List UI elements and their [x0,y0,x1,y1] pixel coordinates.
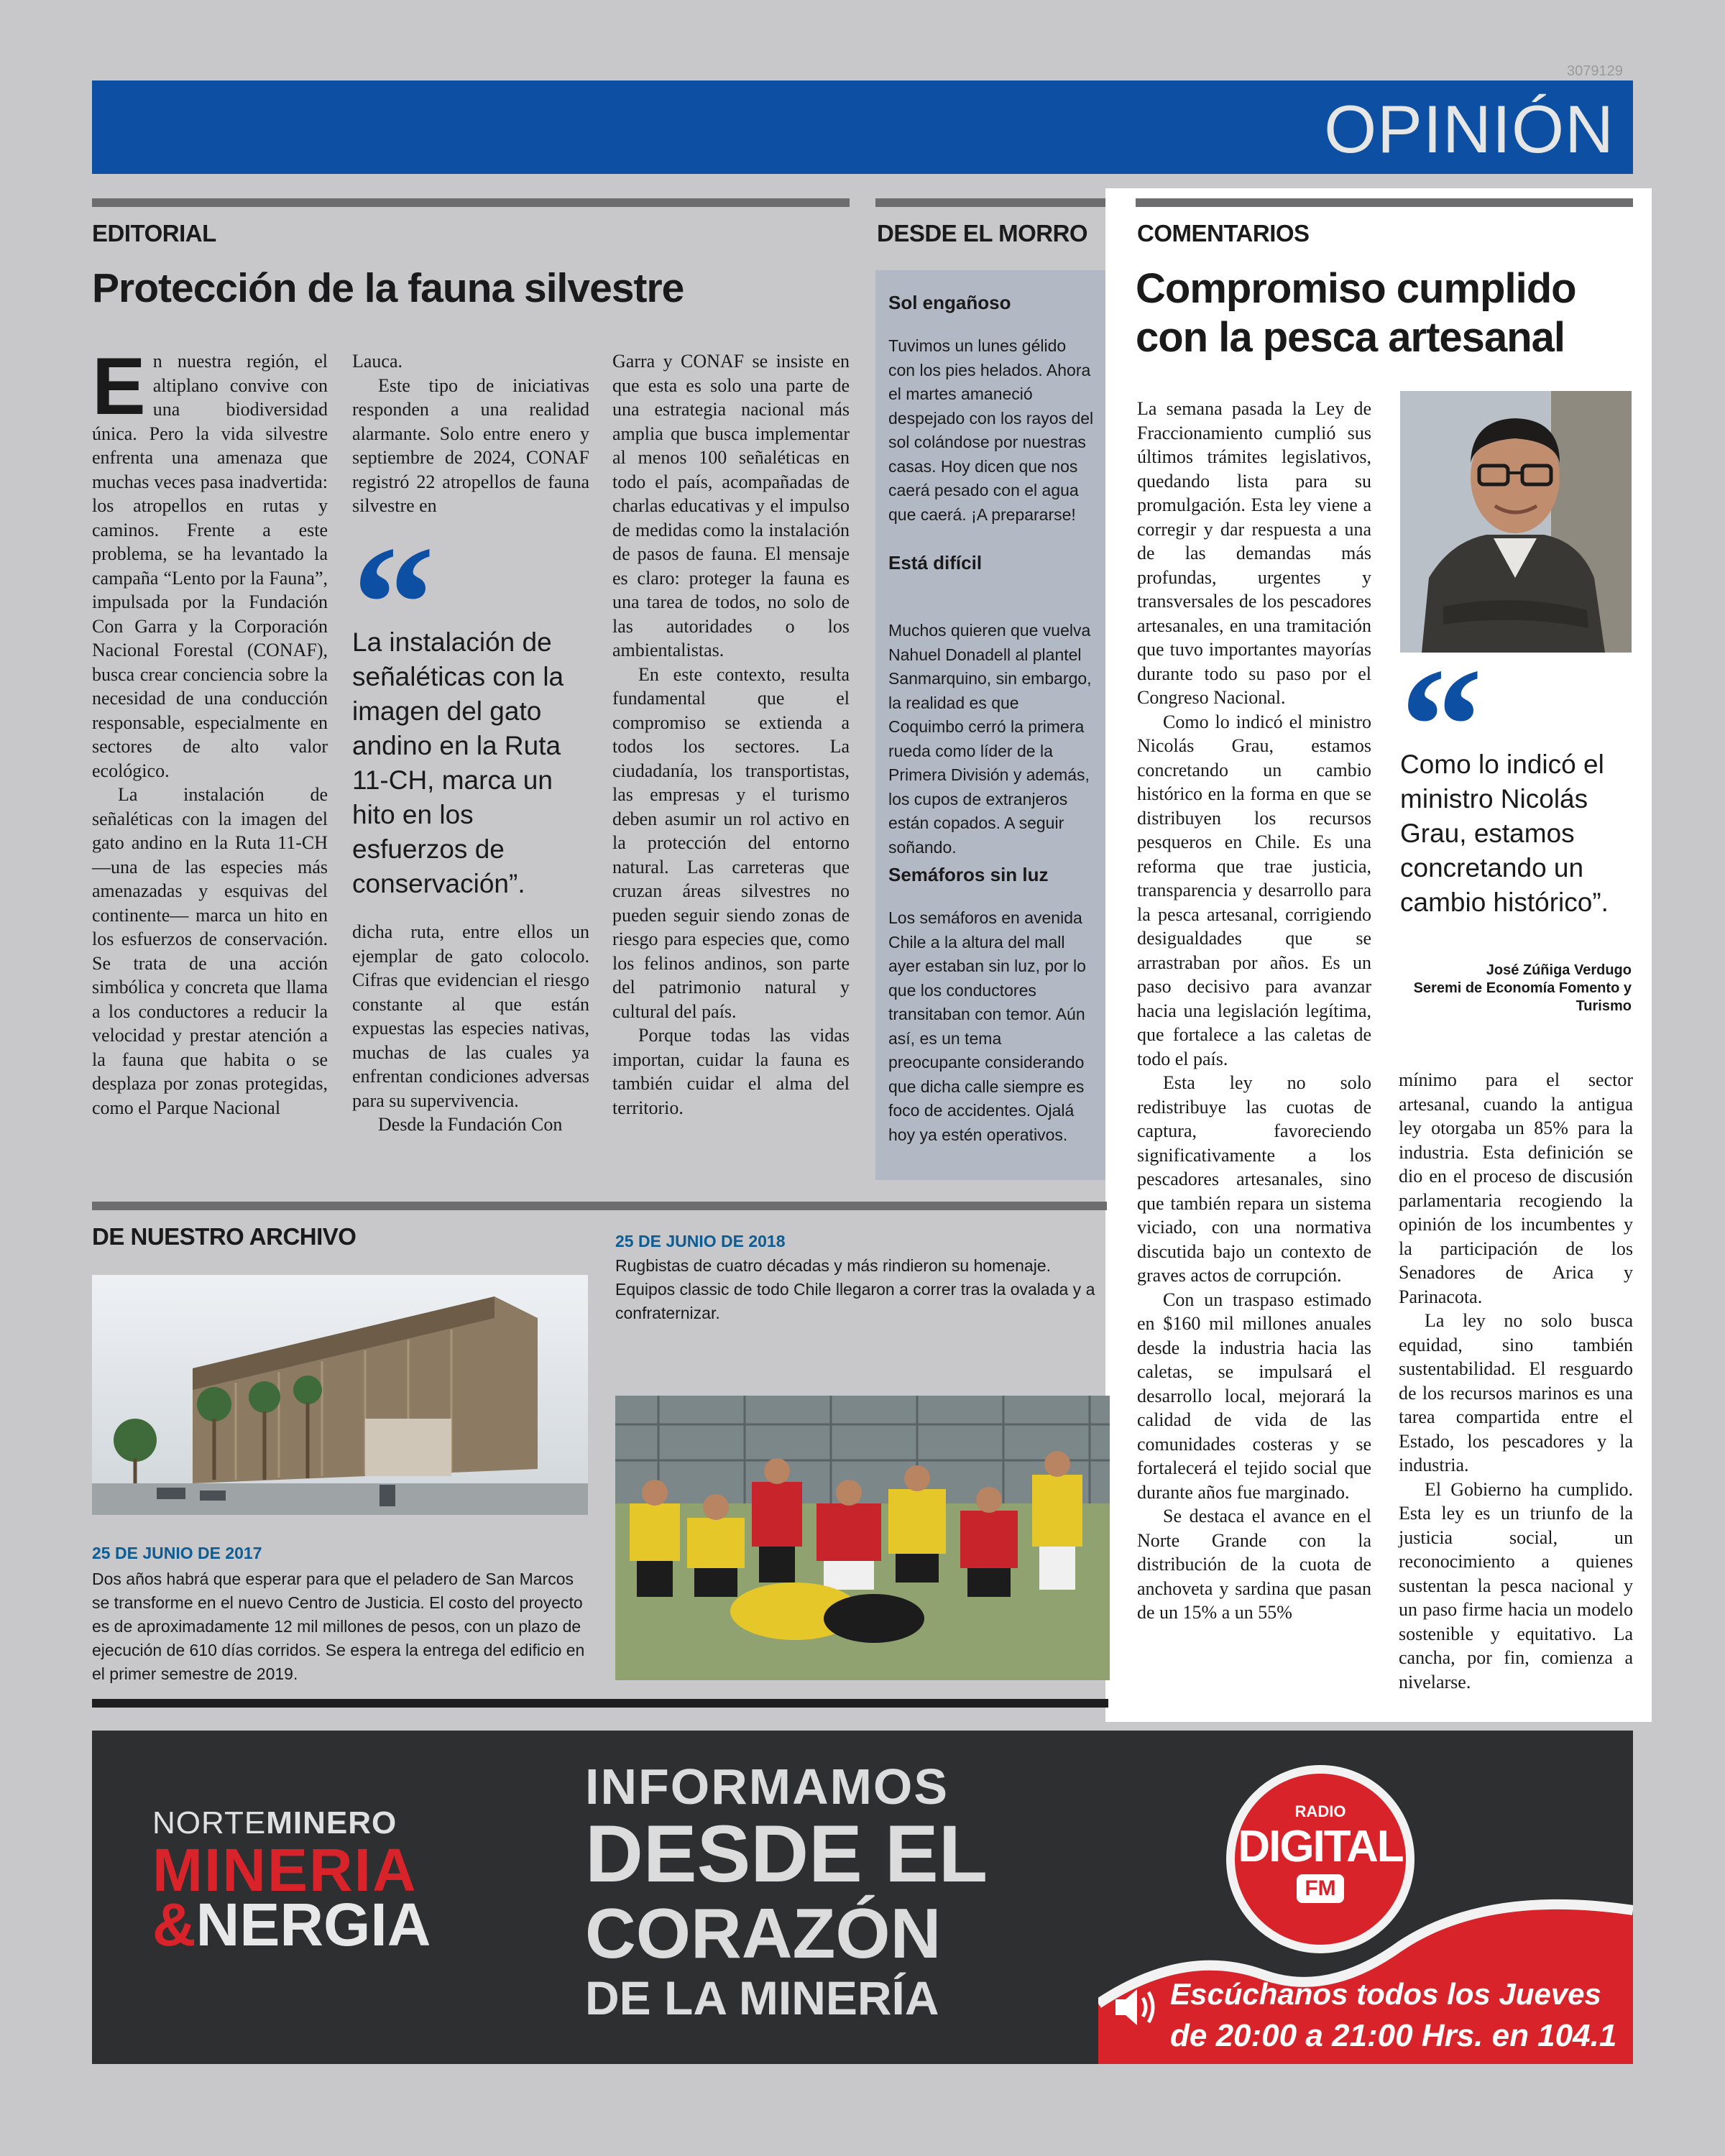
advertisement [92,1731,1633,2064]
morro-item2-title: Está difícil [888,552,983,573]
editorial-col2-bottom [352,920,589,1137]
archivo-photo-building [92,1275,588,1515]
ad-brand-mineria: MINERIA [152,1836,418,1904]
archivo-item2-date: 25 DE JUNIO DE 2018 [615,1232,786,1250]
archivo-item2-text: Rugbistas de cuatro décadas y más rindieron su homenaje. Equipos classic de todo Chile llegaron a correr tras la ovalada y a confraternizar. [615,1256,1095,1322]
ad-listen-2: de 20:00 a 21:00 Hrs. en 104.1 [1170,2018,1617,2053]
archivo-item1-text: Dos años habrá que esperar para que el peladero de San Marcos se transforme en el nuevo Centro de Justicia. El costo del proyecto es de aproximadamente 12 mil millones de pesos, con un plazo de ejecución de 610 días corridos. Se espera la entrega del edificio en el primer semestre de 2019. [92,1570,585,1683]
comentarios-col1-p2: Como lo indicó el ministro Nicolás Grau, estamos concretando un cambio histórico en la forma en que se distribuyen los recursos pesqueros en Chile. Es una reforma que trae justicia, transparencia y desarrollo para la pesca artesanal, corrigiendo desigualdades que se arrastraban por años. Es un paso decisivo para avanzar hacia una legislación legítima, que fortalece a las caletas de todo el país. [1137,711,1371,1069]
ad-brand-energia-text: NERGIA [196,1891,431,1958]
editorial-col3-p3: Porque todas las vidas importan, cuidar la fauna es también cuidar el alma del territorio. [612,1025,850,1118]
archivo-item1 [92,1544,588,1686]
morro-item3-text: Los semáforos en avenida Chile a la altura del mall ayer estaban sin luz, por lo que los conductores transitaban con temor. Aún así, es un tema preocupante considerando que dicha calle siempre es foco de accidentes. Ojalá hoy ya estén operativos. [888,908,1086,1144]
morro-item2-text: Muchos quieren que vuelva Nahuel Donadell al plantel Sanmarquino, sin embargo, la realidad es que Coquimbo cerró la primera rueda como líder de la Primera División y además, los cupos de extranjeros están copados. A seguir soñando. [888,621,1092,857]
radio-fm: FM [1297,1874,1344,1903]
comentarios-col1-p5: Se destaca el avance en el Norte Grande con la distribución de la cuota de anchoveta y sardina que pasan de un 15% a un 55% [1137,1506,1371,1623]
author-portrait-illustration [1400,391,1632,653]
comentarios-label: COMENTARIOS [1137,220,1310,247]
author-role: Seremi de Economía Fomento y Turismo [1413,980,1632,1014]
editorial-title: Protección de la fauna silvestre [92,265,684,311]
quote-mark-icon [1400,668,1637,747]
radio-logo [1226,1765,1414,1953]
radio-small: RADIO [1294,1802,1346,1820]
editorial-col2-p3: dicha ruta, entre ellos un ejemplar de gato colocolo. Cifras que evidencian el riesgo constante al que están expuestas las especies nativas, muchas de las cuales ya enfrentan condiciones adversas para su supervivencia. [352,921,589,1111]
comentarios-col1 [1137,397,1371,1625]
ad-headline-4: DE LA MINERÍA [585,1971,939,2024]
ad-headline-1: INFORMAMOS [585,1759,949,1815]
section-header-bar [92,80,1633,174]
comentarios-pullquote [1400,668,1637,920]
morro-item1-title: Sol engañoso [888,292,1011,313]
author-name: José Zúñiga Verdugo [1486,962,1632,978]
archivo-item2 [615,1232,1107,1325]
ad-brand-amp: & [152,1891,196,1958]
comentarios-col2 [1399,1068,1633,1694]
bottom-rule [92,1699,1108,1708]
editorial-col2-p2: Este tipo de iniciativas responden a una realidad alarmante. Solo entre enero y septiembre de 2024, CONAF registró 22 atropellos de fauna silvestre en [352,374,589,516]
editorial-col3-p2: En este contexto, resulta fundamental que el compromiso se extienda a todos los sectores. La ciudadanía, los transportistas, las empresas y el turismo deben asumir un rol activo en la protección del entorno natural. Las carreteras que cruzan áreas silvestres no pueden seguir siendo zonas de riesgo para especies que, como los felinos andinos, son parte del patrimonio natural y cultural del país. [612,663,850,1022]
editorial-dropcap: E [92,341,146,431]
comentarios-col1-p4: Con un traspaso estimado en $160 mil millones anuales desde la industria hacia las caletas, se impulsará el desarrollo local, mejorará la calidad de vida de las comunidades costeras y se fortalecerá el tejido social que durante años fue marginado. [1137,1289,1371,1503]
morro-item3-title: Semáforos sin luz [888,864,1049,885]
rugby-illustration [615,1396,1110,1680]
editorial-col1 [92,341,328,1120]
editorial-col3 [612,349,850,1120]
author-photo [1400,391,1632,653]
editorial-rule [92,198,850,207]
archivo-label: DE NUESTRO ARCHIVO [92,1223,356,1250]
editorial-col2-top [352,349,589,518]
editorial-pullquote [352,546,589,901]
ad-brand-top-a: NORTE [152,1805,267,1841]
radio-name: DIGITAL [1238,1822,1403,1871]
archivo-item1-date: 25 DE JUNIO DE 2017 [92,1544,262,1562]
ad-listen-1: Escúchanos todos los Jueves [1170,1977,1601,2011]
editorial-quote-text: La instalación de señaléticas con la imagen del gato andino en la Ruta 11-CH, marca un hito en los esfuerzos de conservación”. [352,627,564,898]
comentarios-col2-p3: El Gobierno ha cumplido. Esta ley es un triunfo de la justicia social, un reconocimiento a quienes sustentan la pesca nacional y un paso firme hacia un modelo sostenible y equitativo. La cancha, por fin, comienza a nivelarse. [1399,1478,1633,1692]
editorial-col3-p1: Garra y CONAF se insiste en que esta es solo una parte de una estrategia nacional más amplia que busca implementar al menos 100 señaléticas en todo el país, acompañadas de charlas educativas y el impulso de medidas como la instalación de pasos de fauna. El mensaje es claro: proteger la fauna es una tarea de todos, no solo de las autoridades o los ambientalistas. [612,351,850,660]
section-title: OPINIÓN [1324,91,1614,167]
ad-listen [1170,1973,1616,2057]
editorial-col1-p1: n nuestra región, el altiplano convive con una biodiversidad única. Pero la vida silvestre enfrenta una amenaza que muchas veces pasa inadvertida: los atropellos en rutas y caminos. Frente a este problema, se ha levantado la campaña “Lento por la Fauna”, impulsada por la Fundación Con Garra y la Corporación Nacional Forestal (CONAF), busca crear conciencia sobre la necesidad de una conducción responsable, especialmente en sectores de alto valor ecológico. [92,351,328,781]
editorial-col2-p1: Lauca. [352,351,403,372]
morro-rule [875,198,1107,207]
morro-box [875,270,1107,1180]
comentarios-col1-p1: La semana pasada la Ley de Fraccionamiento cumplió sus últimos trámites legislativos, quedando lista para su promulgación. Esta ley viene a corregir y dar respuesta a una de las demandas más profundas, urgentes y transversales de los pescadores artesanales, en una tramitación que tuvo importantes mayorías durante todo su paso por el Congreso Nacional. [1137,398,1371,708]
ad-brand-energia [152,1891,431,1958]
editorial-col2-p4: Desde la Fundación Con [378,1114,563,1135]
comentarios-col2-p1: mínimo para el sector artesanal, cuando la antigua ley otorgaba un 85% para la industria. Esta definición se dio en el proceso de discusión parlamentaria recogiendo la opinión de los incumbentes y la participación de los Senadores de Arica y Parinacota. [1399,1069,1633,1307]
editorial-label: EDITORIAL [92,220,216,247]
comentarios-col2-p2: La ley no solo busca equidad, sino también sustentabilidad. El resguardo de los recursos marinos es una tarea compartida entre el Estado, los pescadores y la industria. [1399,1310,1633,1475]
quote-mark-icon [352,546,589,625]
speaker-icon [1111,1982,1162,2032]
comentarios-rule [1136,198,1633,207]
archivo-photo-rugby [615,1396,1110,1680]
comentarios-title: Compromiso cumplido con la pesca artesanal [1136,265,1576,361]
ad-headline [585,1759,988,2024]
ad-headline-2: DESDE EL [585,1809,988,1899]
ad-brand-top-b: MINERO [266,1805,397,1841]
editorial-col1-p2: La instalación de señaléticas con la imagen del gato andino en la Ruta 11-CH —una de las especies más amenazadas y esquivas del continente— marca un hito en los esfuerzos de conservación. Se trata de una acción simbólica y concreta que llama a los conductores a reducir la velocidad y prestar atención a la fauna que habita o se desplaza por zonas protegidas, como el Parque Nacional [92,784,328,1118]
comentarios-quote-text: Como lo indicó el ministro Nicolás Grau, estamos concretando un cambio histórico”. [1400,750,1609,917]
morro-label: DESDE EL MORRO [877,220,1088,247]
ad-headline-3: CORAZÓN [585,1894,942,1973]
author-byline [1400,962,1632,1015]
comentarios-col1-p3: Esta ley no solo redistribuye las cuotas de captura, favoreciendo significativamente a los pescadores artesanales, sino que también repara un sistema viciado, con una normativa discutida bajo un contexto de graves actos de corrupción. [1137,1072,1371,1286]
archivo-rule [92,1202,1107,1210]
page-number: 3079129 [1567,63,1623,79]
morro-item1-text: Tuvimos un lunes gélido con los pies helados. Ahora el martes amaneció despejado con los rayos del sol colándose por nuestras casas. Hoy dicen que nos caerá pesado con el agua que caerá. ¡A prepararse! [888,336,1094,524]
building-illustration [92,1275,588,1515]
